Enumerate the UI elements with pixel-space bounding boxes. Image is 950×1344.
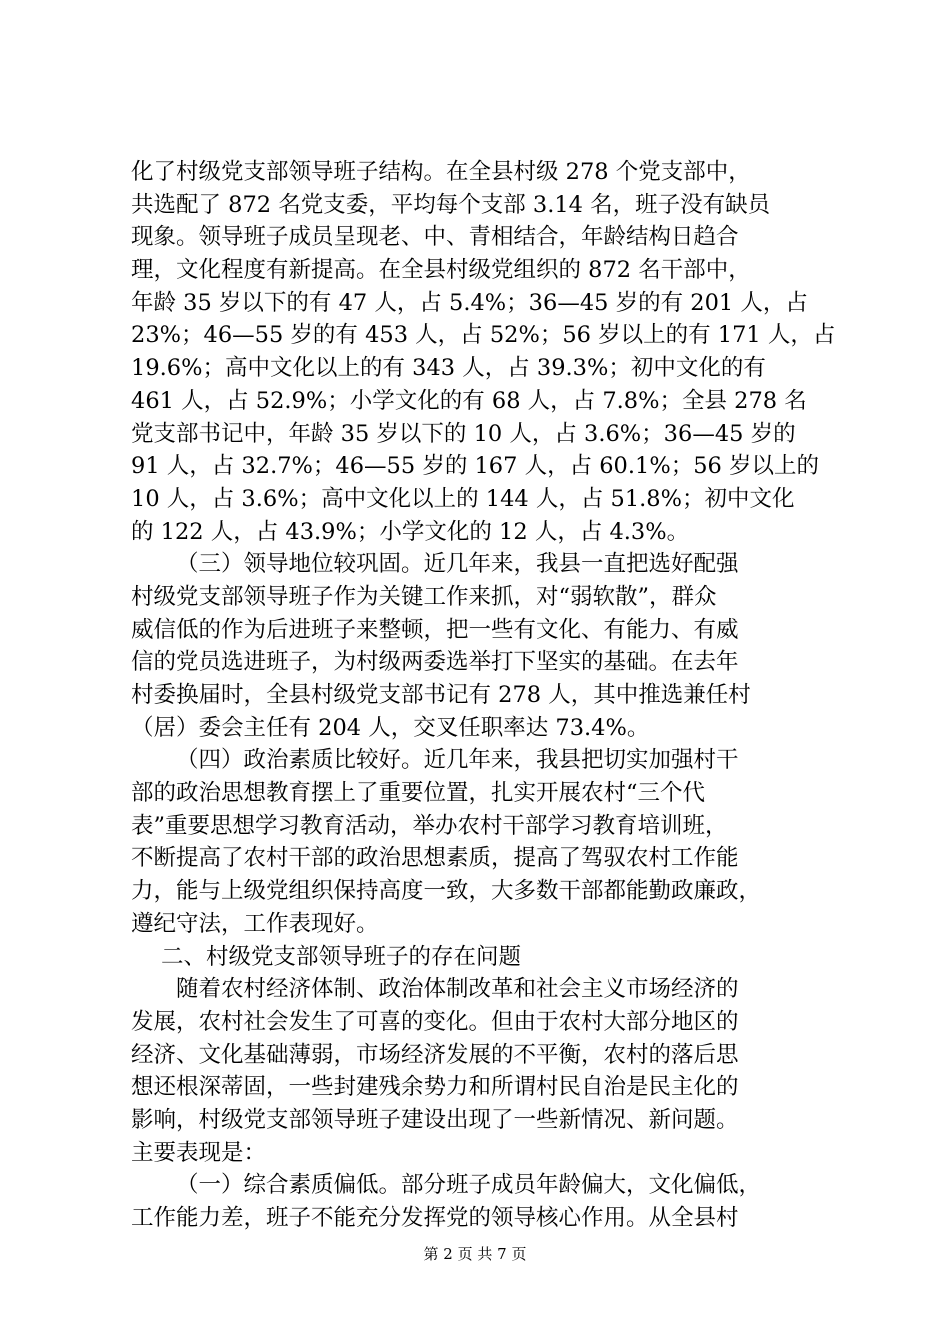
text-line: 共选配了 872 名党支委，平均每个支部 3.14 名，班子没有缺员 (131, 191, 771, 218)
section-heading: 二、村级党支部领导班子的存在问题 (161, 943, 522, 970)
text-line: 村级党支部领导班子作为关键工作来抓，对“弱软散”，群众 (131, 583, 717, 610)
text-line: 年龄 35 岁以下的有 47 人，占 5.4%；36—45 岁的有 201 人，占 (131, 289, 808, 316)
text-line: 工作能力差，班子不能充分发挥党的领导核心作用。从全县村 (131, 1205, 739, 1231)
paragraph-start-line: （一）综合素质偏低。部分班子成员年龄偏大，文化偏低， (176, 1172, 762, 1199)
text-line: 主要表现是： (131, 1139, 267, 1166)
text-line: 威信低的作为后进班子来整顿，把一些有文化、有能力、有威 (131, 616, 739, 643)
text-line: 发展，农村社会发生了可喜的变化。但由于农村大部分地区的 (131, 1008, 739, 1035)
text-line: 部的政治思想教育摆上了重要位置，扎实开展农村“三个代 (131, 780, 706, 807)
paragraph-start-line: 随着农村经济体制、政治体制改革和社会主义市场经济的 (176, 976, 739, 1003)
text-line: 不断提高了农村干部的政治思想素质，提高了驾驭农村工作能 (131, 845, 739, 872)
text-line: 想还根深蒂固，一些封建残余势力和所谓村民自治是民主化的 (131, 1074, 739, 1101)
text-line: 遵纪守法，工作表现好。 (131, 910, 379, 937)
text-line: 现象。领导班子成员呈现老、中、青相结合，年龄结构日趋合 (131, 224, 739, 251)
text-line: 村委换届时，全县村级党支部书记有 278 人，其中推选兼任村 (131, 682, 751, 708)
text-line: 信的党员选进班子，为村级两委选举打下坚实的基础。在去年 (131, 649, 739, 676)
text-line: 的 122 人，占 43.9%；小学文化的 12 人，占 4.3%。 (131, 518, 690, 545)
page-number-footer: 第 2 页 共 7 页 (423, 1245, 527, 1263)
document-body (131, 156, 836, 1235)
text-line: 党支部书记中，年龄 35 岁以下的 10 人，占 3.6%；36—45 岁的 (131, 420, 796, 447)
paragraph-start-line: （四）政治素质比较好。近几年来，我县把切实加强村干 (176, 747, 739, 774)
text-line: 力，能与上级党组织保持高度一致，大多数干部都能勤政廉政， (131, 878, 762, 905)
text-line: 19.6%；高中文化以上的有 343 人，占 39.3%；初中文化的有 (131, 355, 766, 382)
text-line: （居）委会主任有 204 人，交叉任职率达 73.4%。 (131, 714, 650, 741)
paragraph-start-line: （三）领导地位较巩固。近几年来，我县一直把选好配强 (176, 551, 739, 578)
text-line: 理，文化程度有新提高。在全县村级党组织的 872 名干部中， (131, 257, 751, 284)
text-line: 化了村级党支部领导班子结构。在全县村级 278 个党支部中， (131, 159, 751, 185)
text-line: 461 人，占 52.9%；小学文化的有 68 人，占 7.8%；全县 278 名 (131, 387, 807, 414)
text-line: 10 人，占 3.6%；高中文化以上的 144 人，占 51.8%；初中文化 (131, 485, 795, 512)
text-line: 影响，村级党支部领导班子建设出现了一些新情况、新问题。 (131, 1106, 739, 1133)
text-line: 经济、文化基础薄弱，市场经济发展的不平衡，农村的落后思 (131, 1041, 739, 1068)
text-line: 91 人，占 32.7%；46—55 岁的 167 人，占 60.1%；56 岁以上的 (131, 453, 819, 480)
text-line: 表”重要思想学习教育活动，举办农村干部学习教育培训班， (131, 812, 728, 839)
text-line: 23%；46—55 岁的有 453 人，占 52%；56 岁以上的有 171 人，占 (131, 322, 836, 349)
